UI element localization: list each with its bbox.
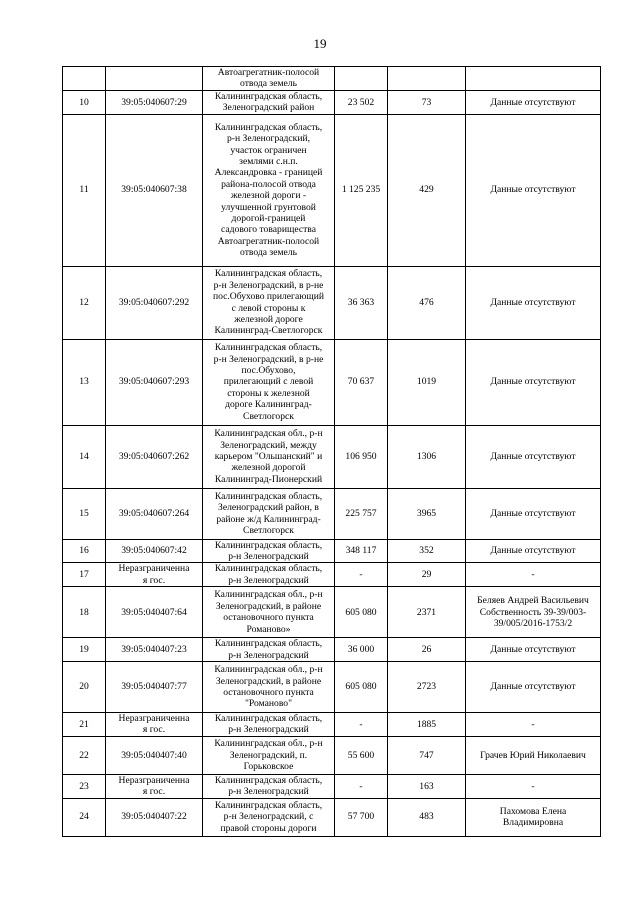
table-row <box>63 114 601 266</box>
value-cell: 29 <box>388 563 466 587</box>
owner-cell: Данные отсутствуют <box>466 425 601 488</box>
cadastral-number-cell: 39:05:040407:64 <box>106 587 203 638</box>
owner-cell <box>466 67 601 91</box>
address-cell: Калининградская область, р-н Зеленоградский <box>203 774 335 798</box>
table-row <box>63 488 601 539</box>
area-cell: - <box>335 774 388 798</box>
row-number-cell: 16 <box>63 539 106 563</box>
row-number-cell: 24 <box>63 798 106 836</box>
address-cell: Калининградская область, р-н Зеленоградский, в р-не пос.Обухово прилегающий с левой стороны к железной дороге Калининград-Светлогорск <box>203 266 335 339</box>
row-number-cell: 11 <box>63 114 106 266</box>
owner-cell: Беляев Андрей Васильевич Собственность 39-39/003- 39/005/2016-1753/2 <box>466 587 601 638</box>
value-cell: 26 <box>388 638 466 662</box>
value-cell: 3965 <box>388 488 466 539</box>
value-cell: 2723 <box>388 662 466 713</box>
row-number-cell: 23 <box>63 774 106 798</box>
area-cell: 225 757 <box>335 488 388 539</box>
area-cell: 605 080 <box>335 662 388 713</box>
owner-cell: Данные отсутствуют <box>466 539 601 563</box>
value-cell: 476 <box>388 266 466 339</box>
table-row <box>63 587 601 638</box>
area-cell: 106 950 <box>335 425 388 488</box>
owner-cell: - <box>466 774 601 798</box>
table-row <box>63 662 601 713</box>
area-cell: 23 502 <box>335 90 388 114</box>
address-cell: Калининградская область, р-н Зеленоградский, в р-не пос.Обухово, прилегающий с левой стороны к железной дороге Калининград- Светлогорск <box>203 339 335 425</box>
value-cell <box>388 67 466 91</box>
table-row <box>63 736 601 774</box>
area-cell: 36 000 <box>335 638 388 662</box>
address-cell: Калининградская область, Зеленоградский район, в районе ж/д Калининград- Светлогорск <box>203 488 335 539</box>
cadastral-number-cell: 39:05:040607:292 <box>106 266 203 339</box>
owner-cell: - <box>466 563 601 587</box>
cadastral-number-cell: 39:05:040607:293 <box>106 339 203 425</box>
address-cell: Калининградская область, р-н Зеленоградский <box>203 713 335 737</box>
value-cell: 2371 <box>388 587 466 638</box>
cadastral-number-cell: 39:05:040407:22 <box>106 798 203 836</box>
row-number-cell: 22 <box>63 736 106 774</box>
cadastral-number-cell: 39:05:040607:264 <box>106 488 203 539</box>
address-cell: Калининградская область, р-н Зеленоградский, с правой стороны дороги <box>203 798 335 836</box>
address-cell: Калининградская область, р-н Зеленоградский <box>203 563 335 587</box>
area-cell: - <box>335 563 388 587</box>
area-cell: 348 117 <box>335 539 388 563</box>
value-cell: 352 <box>388 539 466 563</box>
address-cell: Автоагрегатник-полосой отвода земель <box>203 67 335 91</box>
area-cell: 1 125 235 <box>335 114 388 266</box>
cadastral-number-cell: 39:05:040407:77 <box>106 662 203 713</box>
table-row <box>63 266 601 339</box>
address-cell: Калининградская область, р-н Зеленоградский <box>203 539 335 563</box>
area-cell: 605 080 <box>335 587 388 638</box>
land-plots-table <box>62 66 601 837</box>
row-number-cell: 20 <box>63 662 106 713</box>
address-cell: Калининградская обл., р-н Зеленоградский, в районе остановочного пункта Романово» <box>203 587 335 638</box>
area-cell <box>335 67 388 91</box>
owner-cell: Грачев Юрий Николаевич <box>466 736 601 774</box>
owner-cell: Данные отсутствуют <box>466 638 601 662</box>
cadastral-number-cell: 39:05:040607:38 <box>106 114 203 266</box>
owner-cell: Данные отсутствуют <box>466 488 601 539</box>
table-row <box>63 638 601 662</box>
value-cell: 163 <box>388 774 466 798</box>
row-number-cell: 14 <box>63 425 106 488</box>
value-cell: 1306 <box>388 425 466 488</box>
cadastral-number-cell: 39:05:040407:23 <box>106 638 203 662</box>
address-cell: Калининградская область, Зеленоградский район <box>203 90 335 114</box>
row-number-cell: 18 <box>63 587 106 638</box>
owner-cell: - <box>466 713 601 737</box>
row-number-cell <box>63 67 106 91</box>
address-cell: Калининградская обл., р-н Зеленоградский, между карьером "Ольшанский" и железной дорогой Калининград-Пионерский <box>203 425 335 488</box>
row-number-cell: 17 <box>63 563 106 587</box>
row-number-cell: 19 <box>63 638 106 662</box>
page-number: 19 <box>313 36 327 51</box>
owner-cell: Данные отсутствуют <box>466 114 601 266</box>
address-cell: Калининградская обл., р-н Зеленоградский, в районе остановочного пункта "Романово" <box>203 662 335 713</box>
value-cell: 73 <box>388 90 466 114</box>
address-cell: Калининградская область, р-н Зеленоградский <box>203 638 335 662</box>
cadastral-number-cell: Неразграниченна я гос. <box>106 713 203 737</box>
cadastral-number-cell: Неразграниченна я гос. <box>106 774 203 798</box>
area-cell: 36 363 <box>335 266 388 339</box>
area-cell: - <box>335 713 388 737</box>
value-cell: 429 <box>388 114 466 266</box>
value-cell: 1019 <box>388 339 466 425</box>
value-cell: 483 <box>388 798 466 836</box>
value-cell: 747 <box>388 736 466 774</box>
table-row <box>63 425 601 488</box>
table-row <box>63 774 601 798</box>
table-row <box>63 563 601 587</box>
area-cell: 70 637 <box>335 339 388 425</box>
cadastral-number-cell: 39:05:040407:40 <box>106 736 203 774</box>
table-row <box>63 713 601 737</box>
owner-cell: Данные отсутствуют <box>466 90 601 114</box>
area-cell: 55 600 <box>335 736 388 774</box>
cadastral-number-cell: 39:05:040607:29 <box>106 90 203 114</box>
owner-cell: Данные отсутствуют <box>466 266 601 339</box>
cadastral-number-cell <box>106 67 203 91</box>
address-cell: Калининградская область, р-н Зеленоградский, участок ограничен землями с.н.п. Александровка - границей района-полосой отвода железной дороги - улучшенной грунтовой дорогой-границей садового товарищества Автоагрегатник-полосой отвода земель <box>203 114 335 266</box>
owner-cell: Данные отсутствуют <box>466 662 601 713</box>
table-row <box>63 539 601 563</box>
table-row <box>63 90 601 114</box>
row-number-cell: 21 <box>63 713 106 737</box>
row-number-cell: 13 <box>63 339 106 425</box>
row-number-cell: 15 <box>63 488 106 539</box>
row-number-cell: 10 <box>63 90 106 114</box>
address-cell: Калининградская обл., р-н Зеленоградский, п. Горьковское <box>203 736 335 774</box>
owner-cell: Данные отсутствуют <box>466 339 601 425</box>
table-row <box>63 67 601 91</box>
value-cell: 1885 <box>388 713 466 737</box>
owner-cell: Пахомова Елена Владимировна <box>466 798 601 836</box>
table-row <box>63 339 601 425</box>
cadastral-number-cell: 39:05:040607:262 <box>106 425 203 488</box>
table-row <box>63 798 601 836</box>
cadastral-number-cell: 39:05:040607:42 <box>106 539 203 563</box>
area-cell: 57 700 <box>335 798 388 836</box>
row-number-cell: 12 <box>63 266 106 339</box>
cadastral-number-cell: Неразграниченна я гос. <box>106 563 203 587</box>
